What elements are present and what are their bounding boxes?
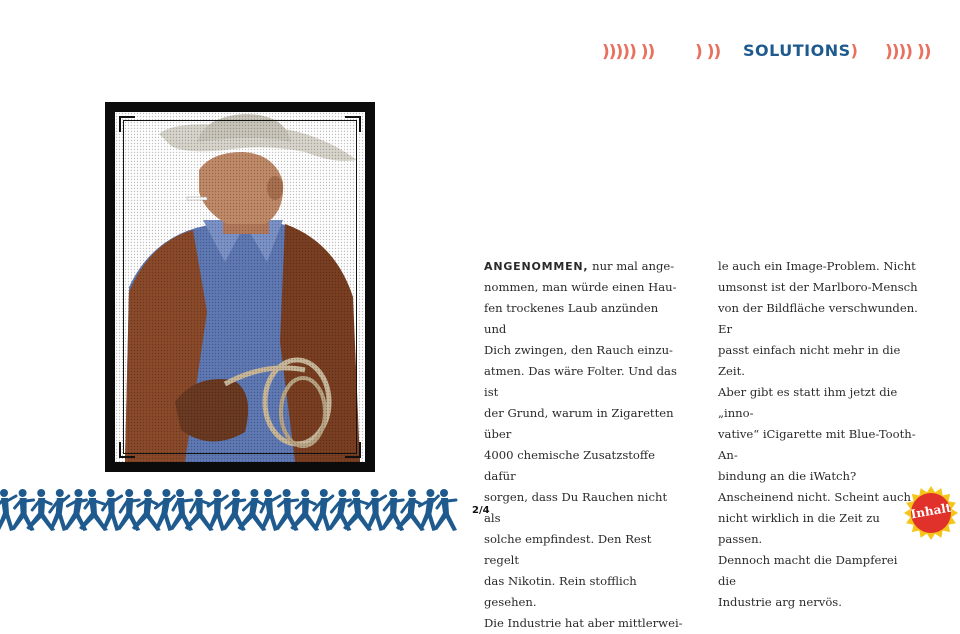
runner-figure-icon xyxy=(103,489,122,531)
runner-figure-icon xyxy=(132,489,161,531)
article-line: sorgen, dass Du Rauchen nicht als xyxy=(484,490,668,525)
runner-figure-icon xyxy=(50,489,69,531)
article-line: Dennoch macht die Dampferei die xyxy=(718,553,898,588)
article-line: Die Industrie hat aber mittlerwei- xyxy=(484,616,683,630)
article-line: umsonst ist der Marlboro-Mensch xyxy=(718,280,918,294)
article-line: le auch ein Image-Problem. Nicht xyxy=(718,259,916,273)
photo-card xyxy=(105,102,375,472)
article-line: atmen. Das wäre Folter. Und das ist xyxy=(484,364,677,399)
frame-corner xyxy=(119,116,135,132)
article-line: nicht wirklich in die Zeit zu passen. xyxy=(718,511,880,546)
article-line: von der Bildfläche verschwunden. Er xyxy=(718,301,918,336)
article-line: solche empfindest. Den Rest regelt xyxy=(484,532,652,567)
article-column-1 xyxy=(484,256,684,634)
section-header xyxy=(600,38,950,68)
runner-figure-icon xyxy=(419,489,438,531)
runner-figure-icon xyxy=(208,489,227,531)
section-title-paren: ) xyxy=(850,41,859,60)
page-number: 2/4 xyxy=(472,505,490,516)
inhalt-label: Inhalt xyxy=(909,500,953,522)
runner-figure-icon xyxy=(343,489,372,531)
photo-frame xyxy=(115,112,365,462)
decorative-frame xyxy=(123,120,357,454)
chevron-decoration: ))))) )) xyxy=(602,42,655,62)
chevron-decoration: )))) )) xyxy=(885,42,931,62)
article-line: passt einfach nicht mehr in die Zeit. xyxy=(718,343,901,378)
article-line: fen trockenes Laub anzünden und xyxy=(484,301,659,336)
runner-figure-icon xyxy=(314,489,333,531)
article-column-2 xyxy=(718,256,918,613)
runner-silhouettes-strip xyxy=(0,484,480,534)
frame-corner xyxy=(119,442,135,458)
article-line: Aber gibt es statt ihm jetzt die „inno- xyxy=(718,385,898,420)
article-line: bindung an die iWatch? xyxy=(718,469,857,483)
article-line: der Grund, warum in Zigaretten über xyxy=(484,406,674,441)
article-lead-word: ANGENOMMEN, xyxy=(484,260,589,273)
article-line: Industrie arg nervös. xyxy=(718,595,842,609)
frame-corner xyxy=(345,116,361,132)
article-line-text: nur mal ange- xyxy=(588,259,675,273)
article-line: nommen, man würde einen Hau- xyxy=(484,280,677,294)
article-line: das Nikotin. Rein stofflich gesehen. xyxy=(484,574,637,609)
section-title-text: SOLUTIONS xyxy=(743,41,851,60)
section-title xyxy=(743,41,858,60)
chevron-decoration: ) )) xyxy=(695,42,721,62)
frame-corner xyxy=(345,442,361,458)
article-line: 4000 chemische Zusatzstoffe dafür xyxy=(484,448,656,483)
article-line xyxy=(484,256,684,277)
runner-figure-icon xyxy=(185,489,214,531)
inhalt-button[interactable] xyxy=(904,486,958,540)
runner-figure-icon xyxy=(396,489,425,531)
article-line: vative“ iCigarette mit Blue-Tooth-An- xyxy=(718,427,916,462)
article-line: Dich zwingen, den Rauch einzu- xyxy=(484,343,673,357)
runner-figure-icon xyxy=(261,489,280,531)
article-line: Anscheinend nicht. Scheint auch xyxy=(718,490,912,504)
